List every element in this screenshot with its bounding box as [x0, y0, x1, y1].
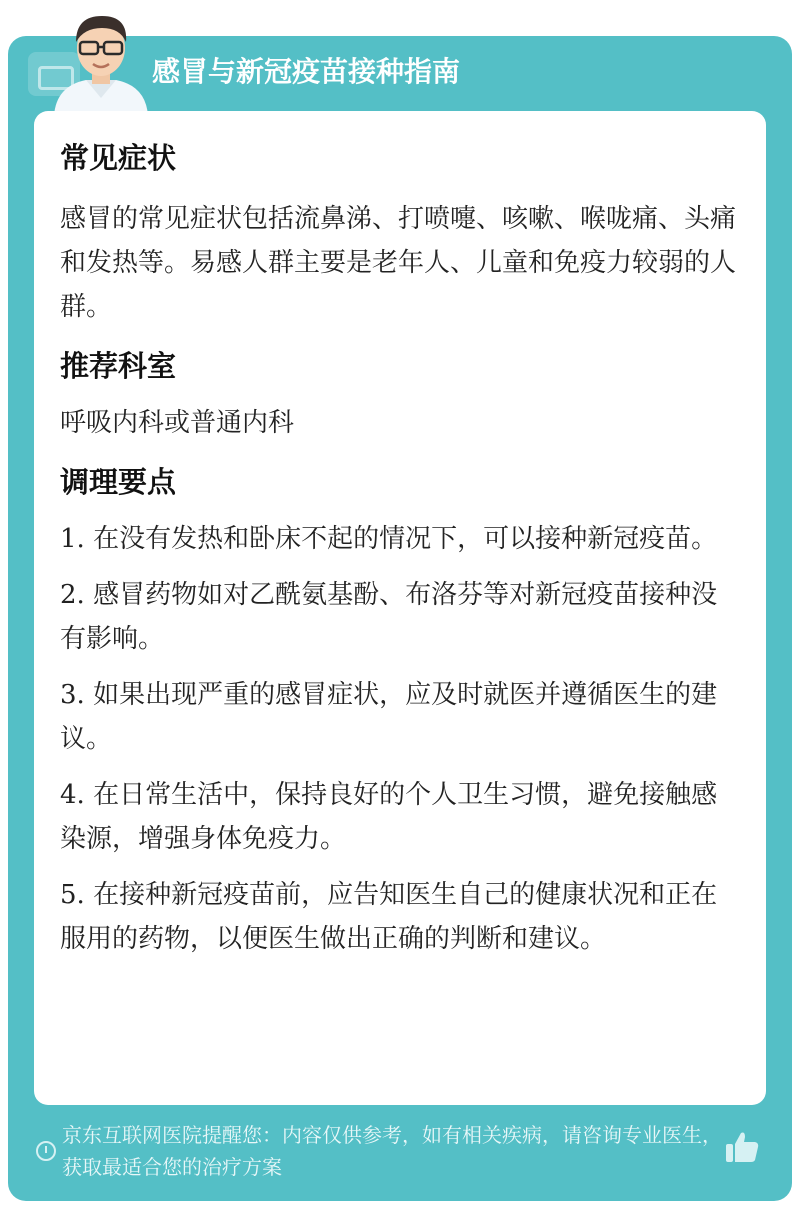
disclaimer-text: 京东互联网医院提醒您：内容仅供参考，如有相关疾病，请咨询专业医生，获取最适合您的治疗方案: [62, 1123, 722, 1179]
care-item-text: 在日常生活中，保持良好的个人卫生习惯，避免接触感染源，增强身体免疫力。: [60, 780, 718, 854]
thumbs-up-icon[interactable]: [724, 1129, 760, 1165]
care-item: [60, 773, 740, 861]
care-item-number: 5.: [60, 880, 85, 910]
care-item-number: 3.: [60, 680, 85, 710]
care-item: [60, 873, 740, 961]
care-item-text: 在接种新冠疫苗前，应告知医生自己的健康状况和正在服用的药物，以便医生做出正确的判断和建议。: [60, 880, 718, 954]
care-item-number: 1.: [60, 524, 85, 554]
care-heading: 调理要点: [60, 465, 177, 499]
symptoms-text: 感冒的常见症状包括流鼻涕、打喷嚏、咳嗽、喉咙痛、头痛和发热等。易感人群主要是老年人、儿童和免疫力较弱的人群。: [60, 204, 737, 322]
symptoms-heading: 常见症状: [60, 141, 177, 175]
care-item-number: 4.: [60, 780, 85, 810]
info-icon: [36, 1141, 56, 1161]
content-card: [34, 111, 766, 1105]
care-item: [60, 573, 740, 661]
care-item-text: 如果出现严重的感冒症状，应及时就医并遵循医生的建议。: [60, 680, 718, 754]
page-title: 感冒与新冠疫苗接种指南: [152, 55, 461, 88]
care-item: [60, 673, 740, 761]
department-text: 呼吸内科或普通内科: [60, 408, 295, 438]
care-item: [60, 517, 740, 561]
care-list: [60, 517, 740, 961]
care-item-text: 感冒药物如对乙酰氨基酚、布洛芬等对新冠疫苗接种没有影响。: [60, 580, 718, 654]
care-item-text: 在没有发热和卧床不起的情况下，可以接种新冠疫苗。: [93, 524, 718, 554]
department-heading: 推荐科室: [60, 349, 177, 383]
doctor-avatar-icon: [46, 6, 156, 116]
care-item-number: 2.: [60, 580, 85, 610]
